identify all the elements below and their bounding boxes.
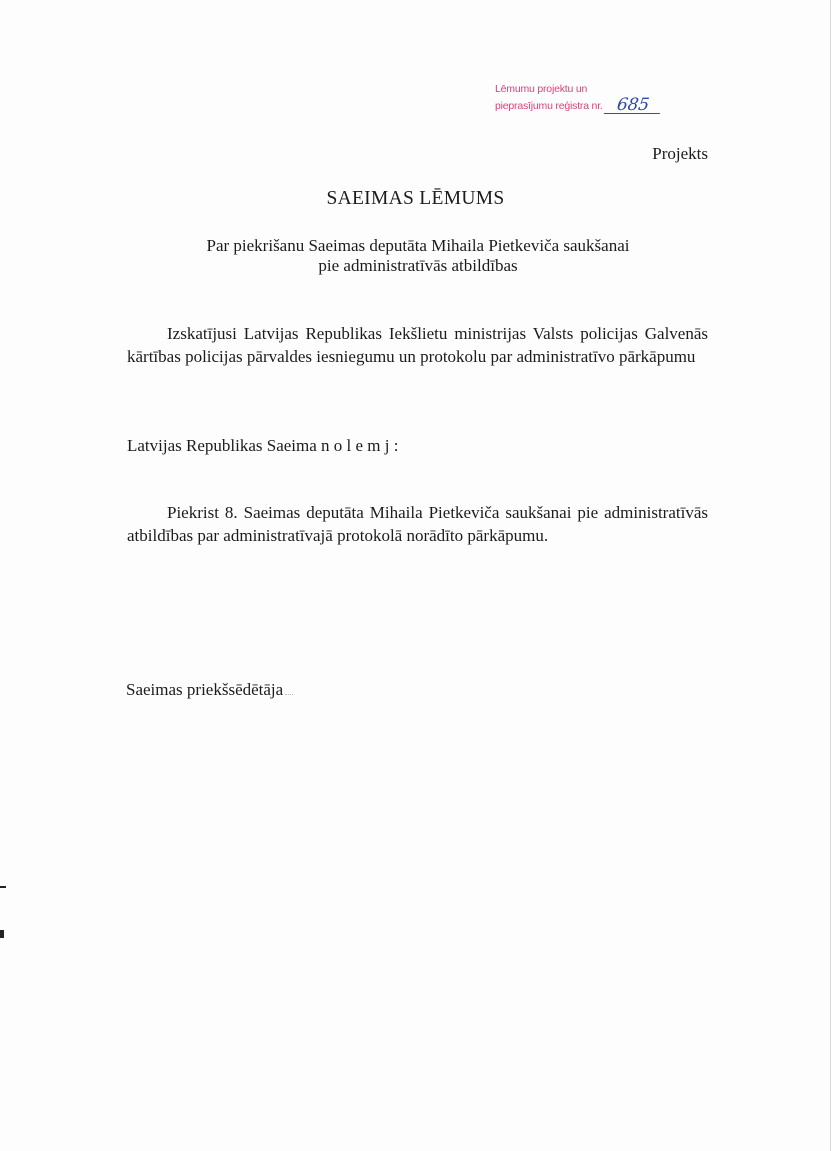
signature-block — [126, 680, 293, 700]
paragraph-decides: Latvijas Republikas Saeima n o l e m j : — [127, 436, 399, 455]
stamp-line-2-row — [495, 95, 715, 115]
paragraph-considered: Izskatījusi Latvijas Republikas Iekšlietu ministrijas Valsts policijas Galvenās kārtības policijas pārvaldes iesniegumu un protokolu par administratīvo pārkāpumu — [127, 324, 708, 366]
stamp-line-1: Lēmumu projektu un — [495, 83, 588, 95]
scan-edge-mark — [0, 886, 6, 888]
registry-stamp — [495, 83, 715, 115]
subtitle-line-1: Par piekrišanu Saeimas deputāta Mihaila Pietkeviča saukšanai — [206, 236, 630, 255]
draft-label: Projekts — [652, 144, 708, 163]
scan-edge-mark — [0, 930, 4, 938]
registry-number: 685 — [603, 97, 661, 114]
paragraph-consent: Piekrist 8. Saeimas deputāta Mihaila Pietkeviča saukšanai pie administratīvās atbildības par administratīvajā protokolā norādīto pārkāpumu. — [127, 503, 708, 545]
subtitle-line-2: pie administratīvās atbildības — [318, 256, 518, 275]
stamp-line-2: pieprasījumu reģistra nr. — [495, 100, 603, 112]
document-subtitle — [130, 236, 706, 276]
document-title: SAEIMAS LĒMUMS — [326, 188, 505, 209]
signature-title: Saeimas priekšsēdētāja — [126, 680, 284, 699]
signature-line — [285, 694, 293, 695]
